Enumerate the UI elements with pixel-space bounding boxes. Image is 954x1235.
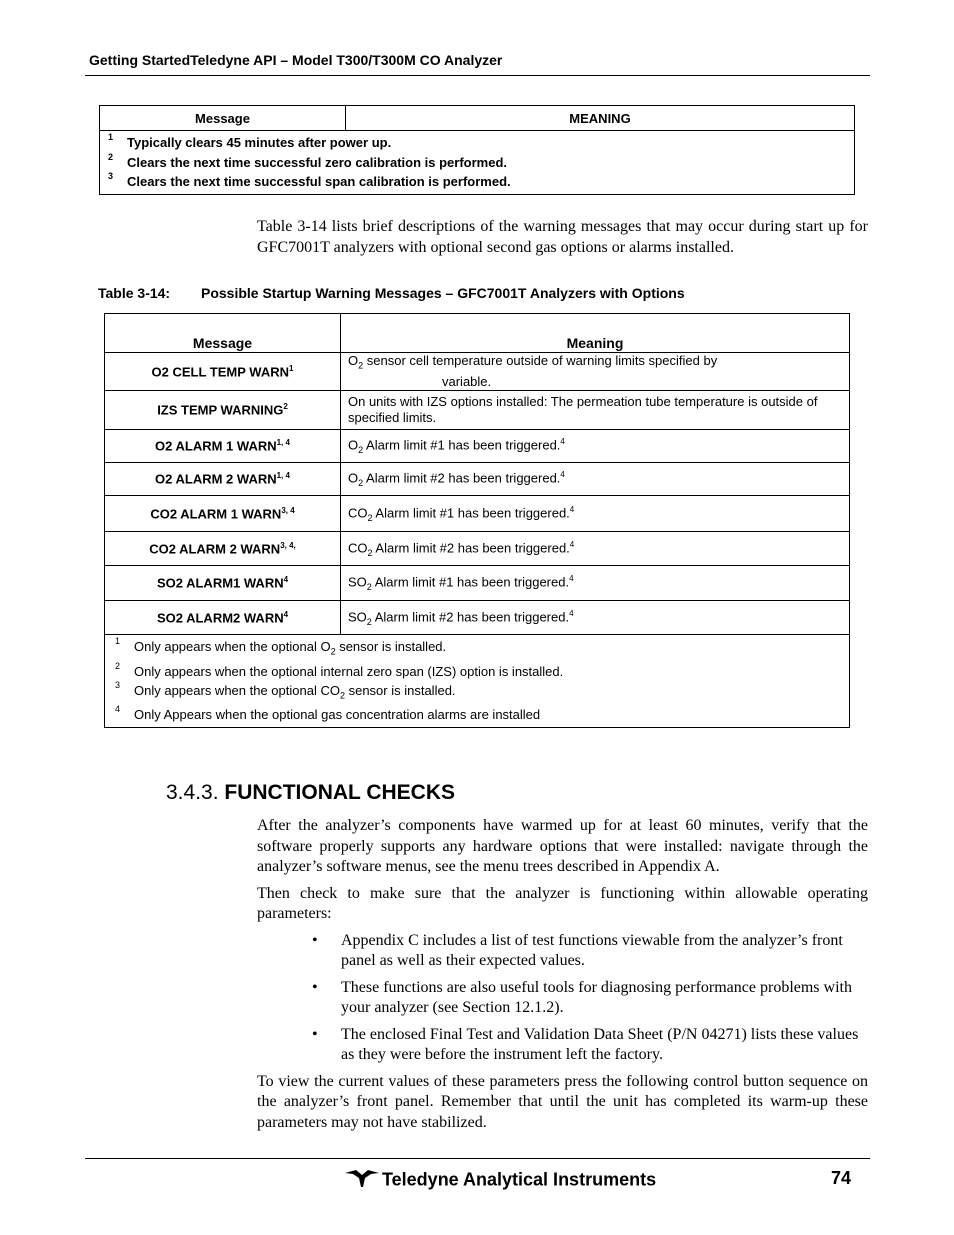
message-cell <box>105 532 341 566</box>
table-note <box>113 662 849 681</box>
table-caption-number: Table 3-14: <box>98 285 171 301</box>
note-mark: 3 <box>108 171 114 181</box>
meaning-text: Alarm limit #2 has been triggered. <box>371 608 570 624</box>
list-item-text: The enclosed Final Test and Validation Data Sheet (P/N 04271) lists these values as they were before the instrument left the factory. <box>341 1025 859 1063</box>
meaning-footnote-ref: 4 <box>569 574 574 584</box>
meaning-cell <box>341 391 850 430</box>
message-footnote-ref: 1, 4 <box>276 438 290 448</box>
paragraph: After the analyzer’s components have warmed up for at least 60 minutes, verify that the software properly supports any hardware options that were installed: navigate through the analyzer’s software menus, see the menu trees described in Appendix A. <box>257 817 868 875</box>
message-footnote-ref: 3, 4, <box>280 540 296 550</box>
table-notes <box>100 131 855 195</box>
note-mark: 4 <box>115 704 121 715</box>
table-header-row <box>105 314 850 353</box>
meaning-text-continued: variable. <box>442 373 492 389</box>
meaning-text: Alarm limit #1 has been triggered. <box>371 574 570 590</box>
message-footnote-ref: 3, 4 <box>281 505 295 515</box>
note-text: Only appears when the optional CO <box>134 682 340 698</box>
meaning-text: sensor cell temperature outside of warning limits specified by <box>363 353 718 369</box>
column-header-meaning: MEANING <box>346 106 855 131</box>
section-title: FUNCTIONAL CHECKS <box>224 781 456 804</box>
meaning-gas-subscript: 2 <box>367 512 373 523</box>
company-name: Teledyne Analytical Instruments <box>382 1169 657 1190</box>
meaning-cell <box>341 496 850 532</box>
bullet-icon: • <box>312 931 318 949</box>
table-row <box>105 430 850 463</box>
note-subscript: 2 <box>330 646 336 657</box>
note-text: Only appears when the optional internal zero span (IZS) option is installed. <box>134 663 564 679</box>
note-text: Only Appears when the optional gas concentration alarms are installed <box>134 707 541 723</box>
column-header-message: Message <box>105 314 341 353</box>
meaning-cell <box>341 353 850 391</box>
column-header-meaning: Meaning <box>341 314 850 353</box>
meaning-gas: O <box>348 353 359 369</box>
footer-company <box>344 1168 656 1193</box>
message-text: SO2 ALARM2 WARN <box>156 610 284 626</box>
meaning-cell <box>341 601 850 635</box>
note-text: Typically clears 45 minutes after power up. <box>127 135 392 150</box>
meaning-text: On units with IZS options installed: The permeation tube temperature is outside of specified limits. <box>348 394 818 425</box>
message-text: CO2 ALARM 2 WARN <box>149 541 281 557</box>
message-footnote-ref: 2 <box>283 402 288 412</box>
note-mark: 2 <box>108 151 114 162</box>
meaning-cell <box>341 463 850 496</box>
table-note <box>106 172 854 192</box>
message-text: O2 ALARM 1 WARN <box>155 438 277 454</box>
meaning-gas-subscript: 2 <box>358 360 364 371</box>
message-footnote-ref: 4 <box>283 609 289 619</box>
note-mark: 2 <box>115 660 121 671</box>
note-mark: 3 <box>115 679 121 690</box>
list-item-text: These functions are also useful tools for diagnosing performance problems with your analyzer (see Section 12.1.2). <box>341 978 852 1016</box>
teledyne-logo-icon <box>344 1168 380 1193</box>
note-text-end: sensor is installed. <box>335 639 447 654</box>
table-header-row <box>100 106 855 131</box>
message-cell <box>105 566 341 601</box>
table-notes <box>105 635 850 728</box>
section-body <box>257 816 868 1139</box>
meaning-footnote-ref: 4 <box>569 539 575 549</box>
meaning-gas: O <box>348 470 359 486</box>
table-caption-title: Possible Startup Warning Messages – GFC7001T Analyzers with Options <box>201 285 685 301</box>
meaning-gas: CO <box>348 539 368 555</box>
table-row <box>105 463 850 496</box>
paragraph: Then check to make sure that the analyzer is functioning within allowable operating parameters: <box>257 884 868 922</box>
meaning-gas: SO <box>348 608 367 624</box>
header-rule <box>85 75 870 76</box>
message-text: CO2 ALARM 1 WARN <box>150 506 282 522</box>
message-text: O2 ALARM 2 WARN <box>155 471 277 487</box>
intro-paragraph: Table 3-14 lists brief descriptions of the warning messages that may occur during start up for GFC7001T analyzers with optional second gas options or alarms installed. <box>257 218 868 256</box>
message-cell <box>105 353 341 391</box>
meaning-gas-subscript: 2 <box>358 477 364 488</box>
message-cell <box>105 430 341 463</box>
section-heading <box>166 781 455 805</box>
meaning-footnote-ref: 4 <box>560 470 565 480</box>
note-text: Clears the next time successful span calibration is performed. <box>127 174 511 189</box>
meaning-gas: O <box>348 437 359 453</box>
note-text: Only appears when the optional O <box>134 639 331 654</box>
list-item <box>257 978 868 1019</box>
table-row <box>105 353 850 391</box>
table-row <box>105 601 850 635</box>
meaning-text: Alarm limit #1 has been triggered. <box>363 437 561 453</box>
list-item <box>257 1025 868 1066</box>
meaning-gas-subscript: 2 <box>366 581 372 592</box>
message-cell <box>105 601 341 635</box>
meaning-gas: SO <box>348 574 367 590</box>
note-mark: 1 <box>108 132 114 142</box>
message-cell <box>105 463 341 496</box>
table-notes-row <box>100 131 855 195</box>
warning-messages-table-continued <box>99 105 855 195</box>
message-text: O2 CELL TEMP WARN <box>151 364 290 380</box>
table-note <box>113 681 849 706</box>
note-subscript: 2 <box>339 690 345 701</box>
message-cell <box>105 391 341 430</box>
table-note <box>113 705 849 724</box>
meaning-gas-subscript: 2 <box>367 547 373 558</box>
meaning-cell <box>341 532 850 566</box>
meaning-gas-subscript: 2 <box>366 616 372 627</box>
paragraph: To view the current values of these parameters press the following control button sequence on the analyzer’s front panel. Remember that until the unit has completed its warm-up these parameters may not have stabilized. <box>257 1072 868 1131</box>
message-footnote-ref: 1 <box>289 363 294 373</box>
note-text: Clears the next time successful zero calibration is performed. <box>127 154 508 170</box>
startup-warning-messages-table <box>104 313 850 728</box>
table-note <box>106 153 854 173</box>
message-text: IZS TEMP WARNING <box>157 402 284 418</box>
message-text: SO2 ALARM1 WARN <box>156 575 284 591</box>
table-row <box>105 566 850 601</box>
page-number: 74 <box>831 1168 852 1188</box>
meaning-footnote-ref: 4 <box>560 437 565 447</box>
list-item <box>257 931 868 972</box>
meaning-cell <box>341 430 850 463</box>
meaning-text: Alarm limit #2 has been triggered. <box>363 470 561 486</box>
message-footnote-ref: 4 <box>283 575 289 585</box>
table-caption <box>98 285 685 301</box>
meaning-text: Alarm limit #1 has been triggered. <box>372 504 570 520</box>
table-note <box>106 133 854 153</box>
section-number: 3.4.3. <box>166 781 219 804</box>
table-row <box>105 496 850 532</box>
message-footnote-ref: 1, 4 <box>276 471 290 481</box>
bullet-list <box>257 931 868 1066</box>
running-header: Getting StartedTeledyne API – Model T300/T300M CO Analyzer <box>89 52 503 68</box>
table-notes-row <box>105 635 850 728</box>
message-cell <box>105 496 341 532</box>
meaning-text: Alarm limit #2 has been triggered. <box>372 539 570 555</box>
table-row <box>105 391 850 430</box>
table-row <box>105 532 850 566</box>
bullet-icon: • <box>312 1025 318 1043</box>
meaning-footnote-ref: 4 <box>569 504 575 514</box>
list-item-text: Appendix C includes a list of test functions viewable from the analyzer’s front panel as well as their expected values. <box>341 931 843 969</box>
meaning-cell <box>341 566 850 601</box>
meaning-footnote-ref: 4 <box>569 608 574 618</box>
table-note <box>113 637 849 662</box>
meaning-gas-subscript: 2 <box>358 444 364 455</box>
bullet-icon: • <box>312 978 318 996</box>
footer-rule <box>85 1158 870 1159</box>
note-text-end: sensor is installed. <box>344 682 456 698</box>
meaning-gas: CO <box>348 504 368 520</box>
column-header-message: Message <box>100 106 346 131</box>
note-mark: 1 <box>115 636 121 646</box>
